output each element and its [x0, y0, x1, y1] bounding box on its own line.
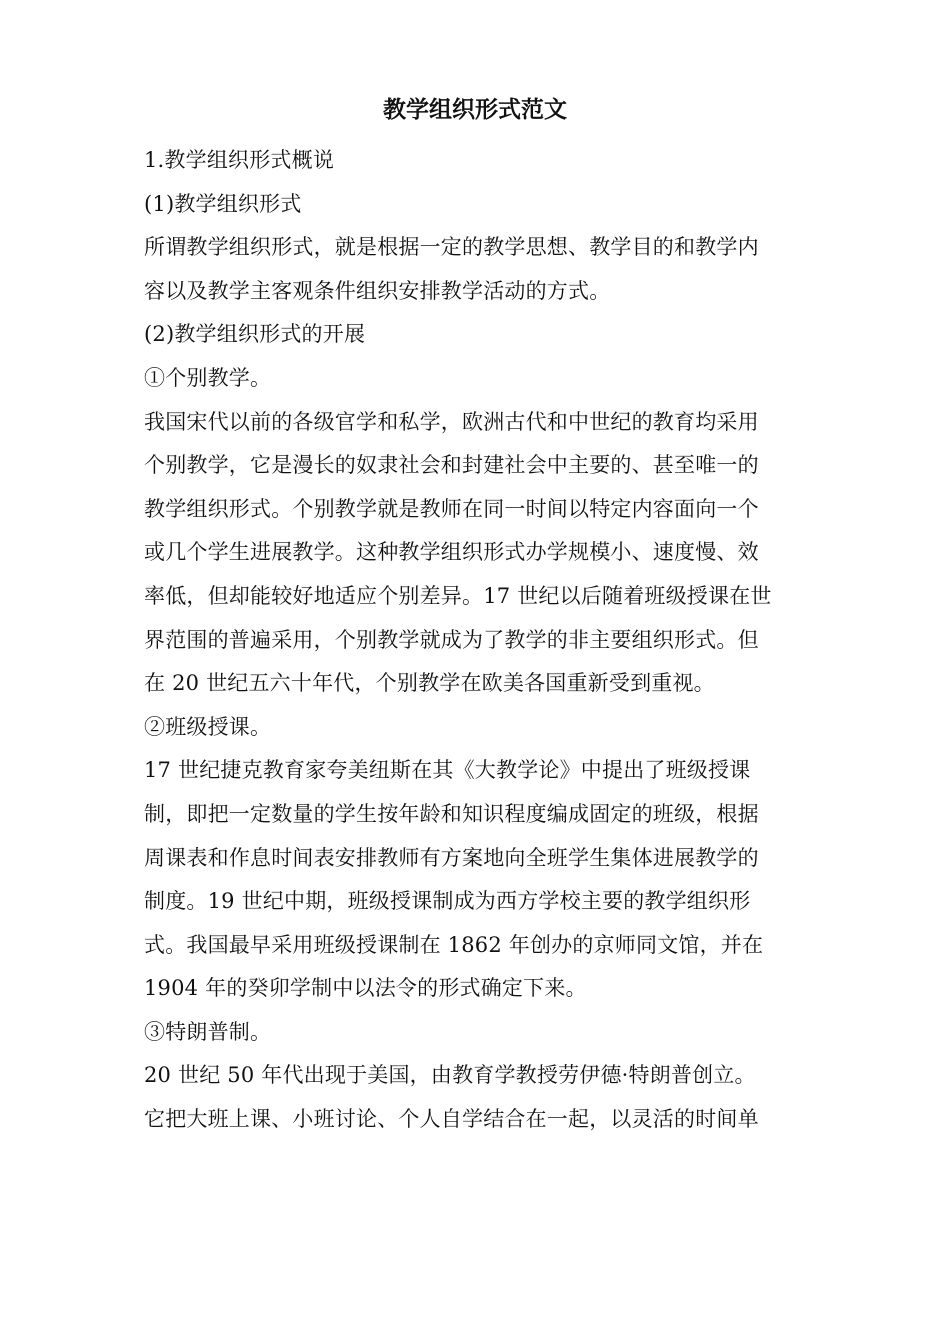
- body-line: ③特朗普制。: [144, 1019, 272, 1044]
- body-line: 界范围的普遍采用，个别教学就成为了教学的非主要组织形式。但: [144, 627, 759, 652]
- body-line: 周课表和作息时间表安排教师有方案地向全班学生集体进展教学的: [144, 845, 759, 870]
- document-title: 教学组织形式范文: [383, 96, 567, 123]
- body-line: 制度。19 世纪中期，班级授课制成为西方学校主要的教学组织形: [144, 889, 751, 914]
- body-line: 1.教学组织形式概说: [144, 148, 335, 172]
- body-line: 17 世纪捷克教育家夸美纽斯在其《大教学论》中提出了班级授课: [144, 758, 751, 783]
- body-line: 教学组织形式。个别教学就是教师在同一时间以特定内容面向一个: [144, 496, 759, 521]
- body-line: 率低，但却能较好地适应个别差异。17 世纪以后随着班级授课在世: [144, 583, 772, 608]
- body-line: 20 世纪 50 年代出现于美国，由教育学教授劳伊德·特朗普创立。: [144, 1063, 756, 1088]
- body-line: ②班级授课。: [144, 714, 272, 739]
- body-line: ①个别教学。: [144, 365, 272, 390]
- body-line: 或几个学生进展教学。这种教学组织形式办学规模小、速度慢、效: [144, 540, 759, 565]
- body-line: 制，即把一定数量的学生按年龄和知识程度编成固定的班级，根据: [144, 801, 759, 826]
- body-line: 在 20 世纪五六十年代，个别教学在欧美各国重新受到重视。: [144, 671, 715, 696]
- body-line: 所谓教学组织形式，就是根据一定的教学思想、教学目的和教学内: [144, 235, 759, 260]
- body-line: 式。我国最早采用班级授课制在 1862 年创办的京师同文馆，并在: [144, 932, 764, 957]
- body-line: (1)教学组织形式: [144, 191, 302, 216]
- body-line: 1904 年的癸卯学制中以法令的形式确定下来。: [144, 976, 587, 1001]
- body-line: 我国宋代以前的各级官学和私学，欧洲古代和中世纪的教育均采用: [144, 409, 759, 434]
- body-line: 个别教学，它是漫长的奴隶社会和封建社会中主要的、甚至唯一的: [144, 453, 759, 478]
- body-line: 容以及教学主客观条件组织安排教学活动的方式。: [144, 278, 611, 303]
- body-line: 它把大班上课、小班讨论、个人自学结合在一起，以灵活的时间单: [144, 1107, 759, 1132]
- body-line: (2)教学组织形式的开展: [144, 322, 366, 347]
- document-body: [144, 139, 806, 1142]
